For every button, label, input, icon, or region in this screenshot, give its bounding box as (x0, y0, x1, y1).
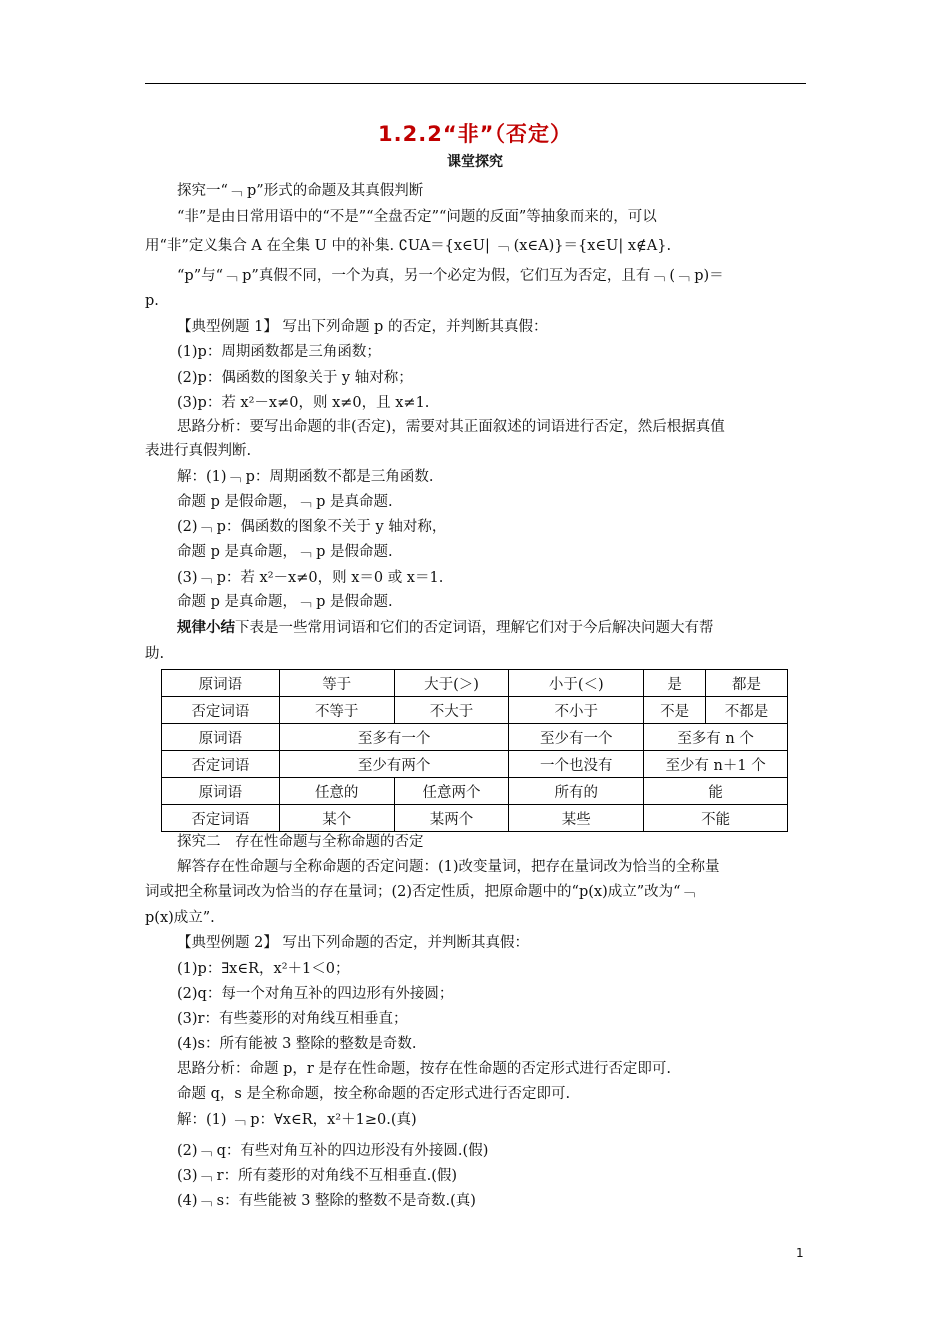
text-line: “非”是由日常用语中的“不是”“全盘否定”“问题的反面”等抽象而来的，可以 (177, 209, 657, 225)
table-cell: 小于(＜) (509, 670, 644, 697)
text-span: 下表是一些常用词语和它们的否定词语，理解它们对于今后解决问题大有帮 (235, 620, 714, 636)
text-line: (3)﹁ r：所有菱形的对角线不互相垂直.(假) (177, 1168, 458, 1184)
text-line (177, 618, 714, 638)
text-line: 词或把全称量词改为恰当的存在量词；(2)否定性质，把原命题中的“p(x)成立”改为“﹁ (145, 884, 696, 900)
text-line: 思路分析：要写出命题的非(否定)，需要对其正面叙述的词语进行否定，然后根据真值 (177, 419, 725, 435)
text-line: 助. (145, 646, 165, 662)
text-line: 思路分析：命题 p，r 是存在性命题，按存在性命题的否定形式进行否定即可. (177, 1061, 672, 1077)
table-row (162, 670, 788, 697)
table-cell: 至少有两个 (279, 751, 509, 778)
table-cell: 不都是 (706, 697, 788, 724)
table-row (162, 751, 788, 778)
text-line: 解：(1) ﹁ p：∀x∈R，x²＋1≥0.(真) (177, 1112, 417, 1128)
text-line: 表进行真假判断. (145, 443, 252, 459)
text-line: 命题 p 是真命题，﹁ p 是假命题. (177, 544, 393, 560)
table-cell: 至少有 n＋1 个 (644, 751, 788, 778)
table-cell: 等于 (279, 670, 394, 697)
table-cell: 不大于 (394, 697, 509, 724)
table-cell: 都是 (706, 670, 788, 697)
table-cell: 否定词语 (162, 697, 280, 724)
text-line: (1)p：∃x∈R，x²＋1＜0； (177, 961, 350, 977)
text-line: (2)﹁ q：有些对角互补的四边形没有外接圆.(假) (177, 1143, 489, 1159)
text-line: p. (145, 293, 159, 309)
text-line: 解：(1)﹁ p：周期函数不都是三角函数. (177, 469, 434, 485)
page-title: 1.2.2“非”（否定） (378, 122, 572, 146)
text-line: (4)s：所有能被 3 整除的整数是奇数. (177, 1036, 417, 1052)
text-line: 探究一“﹁ p”形式的命题及其真假判断 (177, 183, 424, 199)
table-cell: 原词语 (162, 724, 280, 751)
rule-summary-label: 规律小结 (177, 620, 235, 636)
text-line: (2)p：偶函数的图象关于 y 轴对称； (177, 370, 413, 386)
header-rule (145, 83, 806, 84)
table-cell: 某两个 (394, 805, 509, 832)
table-cell: 不等于 (279, 697, 394, 724)
table-cell: 否定词语 (162, 751, 280, 778)
table-cell: 不是 (644, 697, 706, 724)
table-cell: 能 (644, 778, 788, 805)
table-cell: 原词语 (162, 778, 280, 805)
text-line: 解答存在性命题与全称命题的否定问题：(1)改变量词，把存在量词改为恰当的全称量 (177, 859, 720, 875)
table-cell: 任意两个 (394, 778, 509, 805)
table-cell: 是 (644, 670, 706, 697)
section-subtitle: 课堂探究 (447, 154, 503, 170)
table-cell: 某个 (279, 805, 394, 832)
negation-table (161, 669, 788, 832)
table-cell: 某些 (509, 805, 644, 832)
text-line: “p”与“﹁ p”真假不同，一个为真，另一个必定为假，它们互为否定，且有﹁ (﹁ p)＝ (177, 268, 724, 284)
table-row (162, 724, 788, 751)
text-line: 命题 p 是假命题，﹁ p 是真命题. (177, 494, 393, 510)
table-cell: 原词语 (162, 670, 280, 697)
section-heading: 探究二 存在性命题与全称命题的否定 (177, 834, 424, 850)
text-line: (3)p：若 x²－x≠0，则 x≠0，且 x≠1. (177, 395, 430, 411)
table-row (162, 778, 788, 805)
table-cell: 至少有一个 (509, 724, 644, 751)
text-line: 用“非”定义集合 A 在全集 U 中的补集. ∁UA＝{x∈U| ﹁ (x∈A)}＝{x∈U| x∉A}. (145, 238, 672, 254)
table-row (162, 805, 788, 832)
table-cell: 任意的 (279, 778, 394, 805)
table-cell: 一个也没有 (509, 751, 644, 778)
text-line: 命题 p 是真命题，﹁ p 是假命题. (177, 594, 393, 610)
text-line: (4)﹁ s：有些能被 3 整除的整数不是奇数.(真) (177, 1193, 476, 1209)
table-cell: 大于(＞) (394, 670, 509, 697)
text-line: (2)q：每一个对角互补的四边形有外接圆； (177, 986, 454, 1002)
table-row (162, 697, 788, 724)
text-line: p(x)成立”. (145, 910, 215, 926)
table-cell: 不能 (644, 805, 788, 832)
text-line: (2)﹁ p：偶函数的图象不关于 y 轴对称， (177, 519, 447, 535)
table-cell: 至多有一个 (279, 724, 509, 751)
table-cell: 所有的 (509, 778, 644, 805)
text-line: (3)﹁ p：若 x²－x≠0，则 x＝0 或 x＝1. (177, 570, 444, 586)
example-heading: 【典型例题 1】 写出下列命题 p 的否定，并判断其真假： (177, 319, 548, 335)
table-cell: 不小于 (509, 697, 644, 724)
example-heading: 【典型例题 2】 写出下列命题的否定，并判断其真假： (177, 935, 529, 951)
text-line: 命题 q，s 是全称命题，按全称命题的否定形式进行否定即可. (177, 1086, 571, 1102)
table-cell: 至多有 n 个 (644, 724, 788, 751)
page-number: 1 (796, 1246, 804, 1260)
table-cell: 否定词语 (162, 805, 280, 832)
text-line: (3)r：有些菱形的对角线互相垂直； (177, 1011, 408, 1027)
text-line: (1)p：周期函数都是三角函数； (177, 344, 381, 360)
